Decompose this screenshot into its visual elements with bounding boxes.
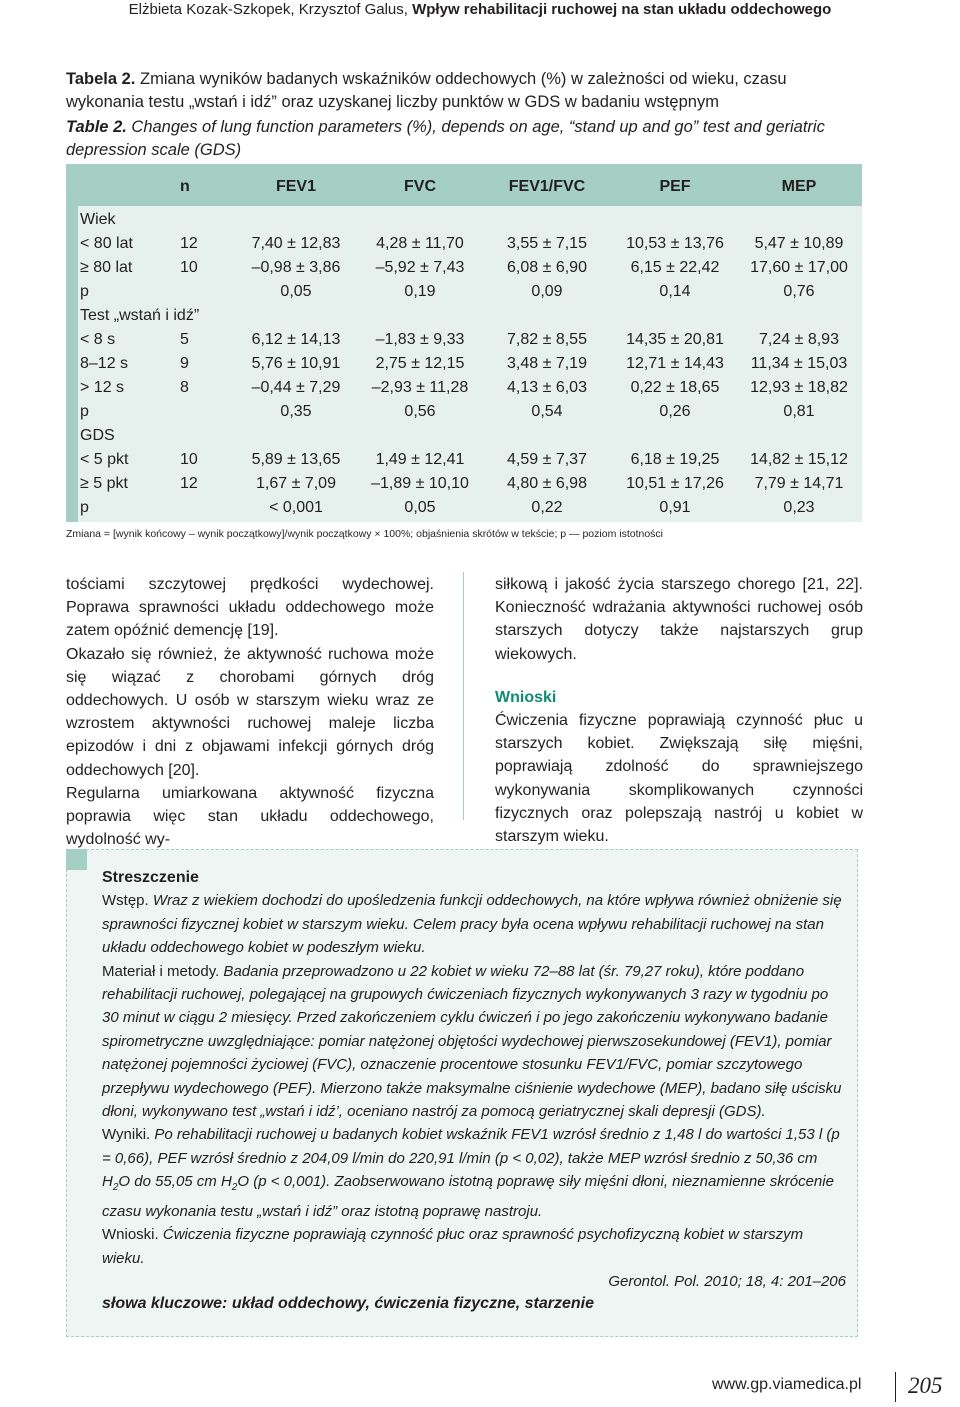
right-paragraph-continuation: siłkową i jakość życia starszego chorego [21, 22]. Konieczność wdrażania aktywności ruchowej osób starszych dotyczy także najstarszych grup wiekowych.	[495, 576, 863, 663]
cell-mep: 11,34 ± 15,03	[750, 355, 848, 372]
cell-ratio: 7,82 ± 8,55	[507, 331, 587, 348]
abstract-citation: Gerontol. Pol. 2010; 18, 4: 201–206	[608, 1272, 846, 1290]
group-label: Test „wstań i idź”	[80, 307, 200, 324]
column-header-pef: PEF	[659, 178, 691, 195]
cell-ratio: 6,08 ± 6,90	[507, 259, 587, 276]
abstract-results-subscript-2: 2	[231, 1182, 238, 1194]
conclusions-heading: Wnioski	[495, 688, 557, 706]
abstract-conclusions-text: Ćwiczenia fizyczne poprawiają czynność płuc oraz sprawność psychofizyczną kobiet w starszym wieku.	[102, 1226, 804, 1267]
cell-mep: 14,82 ± 15,12	[750, 451, 848, 468]
running-header-authors: Elżbieta Kozak-Szkopek, Krzysztof Galus,	[128, 1, 413, 18]
cell-ratio: 3,55 ± 7,15	[507, 235, 587, 252]
cell-fev1: 6,12 ± 14,13	[251, 331, 341, 348]
row-label: p	[80, 403, 89, 420]
lung-function-table	[66, 172, 862, 520]
cell-fvc: 1,49 ± 12,41	[375, 451, 465, 468]
cell-pef: 10,51 ± 17,26	[626, 475, 724, 492]
table-label-pl: Tabela 2.	[66, 70, 136, 88]
column-divider	[463, 572, 464, 820]
cell-mep: 0,81	[783, 403, 815, 420]
left-paragraph-3: Regularna umiarkowana aktywność fizyczna poprawia więc stan układu oddechowego, wydolność wy-	[66, 784, 434, 849]
cell-n	[180, 280, 232, 304]
cell-fvc: 0,05	[404, 499, 436, 516]
group-label: Wiek	[80, 211, 116, 228]
column-header-fev1: FEV1	[275, 178, 316, 195]
cell-mep: 0,23	[783, 499, 815, 516]
cell-mep: 12,93 ± 18,82	[750, 379, 848, 396]
cell-fvc: –5,92 ± 7,43	[375, 259, 465, 276]
cell-ratio: 4,59 ± 7,37	[507, 451, 587, 468]
cell-n: 10	[180, 259, 198, 276]
table-row	[66, 496, 862, 520]
table-caption-en	[66, 116, 856, 162]
table-header-row	[66, 172, 862, 208]
cell-fvc: –1,83 ± 9,33	[375, 331, 465, 348]
conclusions-paragraph: Ćwiczenia fizyczne poprawiają czynność płuc u starszych kobiet. Zwiększają siłę mięśni, poprawiają zdolność do sprawniejszego wykonywania skomplikowanych czynności fizycznych oraz polepszają nastrój u kobiet w starszym wieku.	[495, 712, 863, 846]
table-group-row	[66, 208, 862, 232]
group-label: GDS	[80, 427, 115, 444]
table-row	[66, 280, 862, 304]
cell-mep: 0,76	[783, 283, 815, 300]
left-paragraph-2: Okazało się również, że aktywność ruchowa może się wiązać z chorobami górnych dróg oddechowych. U osób w starszym wieku wraz ze wzrostem aktywności ruchowej maleje liczba epizodów i dni z objawami infekcji górnych dróg oddechowych [20].	[66, 645, 434, 779]
column-header-mep: MEP	[781, 178, 817, 195]
abstract-results-text-3: O (p < 0,001). Zaobserwowano istotną poprawę siły mięśni dłoni, nieznamienne skrócenie czasu wykonania testu „wstań i idź” oraz istotną poprawę nastroju.	[102, 1173, 834, 1220]
cell-pef: 6,15 ± 22,42	[630, 259, 720, 276]
abstract-intro-label: Wstęp.	[102, 892, 149, 910]
cell-fev1: 7,40 ± 12,83	[251, 235, 341, 252]
cell-n	[180, 496, 232, 520]
cell-pef: 10,53 ± 13,76	[626, 235, 724, 252]
cell-fev1: 0,05	[280, 283, 312, 300]
cell-pef: 0,22 ± 18,65	[630, 379, 720, 396]
cell-n: 8	[180, 379, 189, 396]
left-text-column	[66, 573, 434, 851]
left-paragraph-1: tościami szczytowej prędkości wydechowej. Poprawa sprawności układu oddechowego może zatem opóźnić demencję [19].	[66, 576, 434, 640]
column-header-fev1-fvc: FEV1/FVC	[508, 178, 586, 195]
cell-mep: 17,60 ± 17,00	[750, 259, 848, 276]
column-header-fvc: FVC	[404, 178, 436, 195]
cell-pef: 0,91	[659, 499, 691, 516]
row-label: p	[80, 283, 89, 300]
cell-ratio: 0,09	[531, 283, 563, 300]
cell-mep: 7,79 ± 14,71	[754, 475, 844, 492]
table-row	[66, 376, 862, 400]
cell-fev1: –0,98 ± 3,86	[251, 259, 341, 276]
cell-fvc: 4,28 ± 11,70	[376, 235, 464, 252]
table-label-en: Table 2.	[66, 118, 127, 136]
abstract-conclusions-label: Wnioski.	[102, 1226, 159, 1244]
abstract-results-subscript-1: 2	[112, 1182, 119, 1194]
cell-n: 5	[180, 331, 189, 348]
row-label: > 12 s	[80, 379, 125, 396]
row-label: 8–12 s	[80, 355, 129, 372]
table-caption-en-text: Changes of lung function parameters (%), depends on age, “stand up and go” test and geriatric depression scale (GDS)	[66, 118, 825, 159]
cell-pef: 14,35 ± 20,81	[626, 331, 724, 348]
abstract-methods-label: Materiał i metody.	[102, 962, 220, 980]
abstract-methods	[102, 960, 846, 1124]
row-label: < 8 s	[80, 331, 116, 348]
cell-fvc: 0,19	[404, 283, 436, 300]
cell-ratio: 4,13 ± 6,03	[507, 379, 587, 396]
cell-n	[180, 400, 232, 424]
cell-pef: 0,26	[659, 403, 691, 420]
footer-divider	[895, 1372, 896, 1402]
row-label: < 5 pkt	[80, 451, 129, 468]
column-header-label	[66, 172, 180, 208]
cell-fev1: < 0,001	[269, 499, 323, 516]
cell-pef: 6,18 ± 19,25	[630, 451, 720, 468]
cell-fev1: 1,67 ± 7,09	[256, 475, 336, 492]
row-label: ≥ 80 lat	[80, 259, 133, 276]
table-footnote: Zmiana = [wynik końcowy – wynik początkowy]/wynik początkowy × 100%; objaśnienia skrótów w tekście; p — poziom istotności	[66, 528, 664, 540]
table-row	[66, 448, 862, 472]
table-row	[66, 352, 862, 376]
cell-n: 12	[180, 235, 198, 252]
table-row	[66, 400, 862, 424]
page-number: 205	[908, 1373, 943, 1398]
running-header-title: Wpływ rehabilitacji ruchowej na stan układu oddechowego	[412, 1, 832, 18]
cell-fvc: 2,75 ± 12,15	[375, 355, 465, 372]
row-label: p	[80, 499, 89, 516]
column-header-n: n	[180, 178, 190, 195]
table-row	[66, 328, 862, 352]
keywords: słowa kluczowe: układ oddechowy, ćwiczenia fizyczne, starzenie	[102, 1295, 594, 1312]
cell-n: 9	[180, 355, 189, 372]
cell-mep: 7,24 ± 8,93	[759, 331, 839, 348]
abstract-conclusions	[102, 1223, 846, 1270]
footer-url: www.gp.viamedica.pl	[712, 1376, 862, 1393]
cell-fev1: 0,35	[280, 403, 312, 420]
cell-fev1: 5,89 ± 13,65	[251, 451, 341, 468]
cell-n: 10	[180, 451, 198, 468]
table-row	[66, 472, 862, 496]
abstract-title: Streszczenie	[102, 869, 199, 886]
table-row	[66, 232, 862, 256]
abstract-results-text-1: Po rehabilitacji ruchowej u badanych kobiet wskaźnik FEV1 wzrósł średnio z 1,48 l do wartości 1,53 l (p = 0,66), PEF wzrósł średnio z 204,09 l/min do 220,91 l/min (p < 0,02), także MEP wzrósł średnio z 50,36 cm H	[102, 1126, 840, 1191]
cell-fvc: 0,56	[404, 403, 436, 420]
right-text-column	[495, 573, 863, 848]
abstract-intro	[102, 889, 846, 959]
cell-ratio: 0,54	[531, 403, 563, 420]
cell-ratio: 4,80 ± 6,98	[507, 475, 587, 492]
abstract-body	[102, 866, 846, 1293]
cell-ratio: 3,48 ± 7,19	[507, 355, 587, 372]
cell-pef: 12,71 ± 14,43	[626, 355, 724, 372]
abstract-results-label: Wyniki.	[102, 1126, 151, 1144]
abstract-corner-marker	[66, 849, 87, 870]
row-label: ≥ 5 pkt	[80, 475, 128, 492]
abstract-intro-text: Wraz z wiekiem dochodzi do upośledzenia funkcji oddechowych, na które wpływa również obniżenie się sprawności fizycznej kobiet w starszym wieku. Celem pracy była ocena wpływu rehabilitacji ruchowej na stan układu oddechowego kobiet w podeszłym wieku.	[102, 892, 842, 957]
table-group-row	[66, 424, 862, 448]
cell-fvc: –1,89 ± 10,10	[371, 475, 469, 492]
abstract-methods-text: Badania przeprowadzono u 22 kobiet w wieku 72–88 lat (śr. 79,27 roku), które poddano rehabilitacji ruchowej, polegającej na grupowych ćwiczeniach fizycznych wykonywanych 3 razy w tygodniu po 30 minut w ciągu 2 miesięcy. Przed zakończeniem cyklu ćwiczeń i po jego zakończeniu wykonywano badanie spirometryczne uwzględniające: pomiar natężonej objętości wydechowej pierwszosekundowej (FEV1), pomiar natężonej pojemności życiowej (FVC), oznaczenie procentowe stosunku FEV1/FVC, pomiar szczytowego przepływu wydechowego (PEF). Mierzono także maksymalne ciśnienie wydechowe (MEP), badano siłę uścisku dłoni, wykonywano test „wstań i idź’, oceniano nastrój za pomocą geriatrycznej skali depresji (GDS).	[102, 962, 842, 1121]
table-group-row	[66, 304, 862, 328]
table-row	[66, 256, 862, 280]
running-header	[0, 0, 960, 20]
cell-pef: 0,14	[659, 283, 691, 300]
cell-n: 12	[180, 475, 198, 492]
table-caption-pl-text: Zmiana wyników badanych wskaźników oddechowych (%) w zależności od wieku, czasu wykonania testu „wstań i idź” oraz uzyskanej liczby punktów w GDS w badaniu wstępnym	[66, 70, 787, 111]
cell-fvc: –2,93 ± 11,28	[371, 379, 469, 396]
cell-mep: 5,47 ± 10,89	[754, 235, 844, 252]
cell-fev1: –0,44 ± 7,29	[251, 379, 341, 396]
table-caption-pl	[66, 68, 856, 114]
abstract-results	[102, 1123, 846, 1223]
abstract-results-text-2: O do 55,05 cm H	[118, 1173, 232, 1191]
cell-fev1: 5,76 ± 10,91	[251, 355, 341, 372]
row-label: < 80 lat	[80, 235, 133, 252]
cell-ratio: 0,22	[531, 499, 563, 516]
